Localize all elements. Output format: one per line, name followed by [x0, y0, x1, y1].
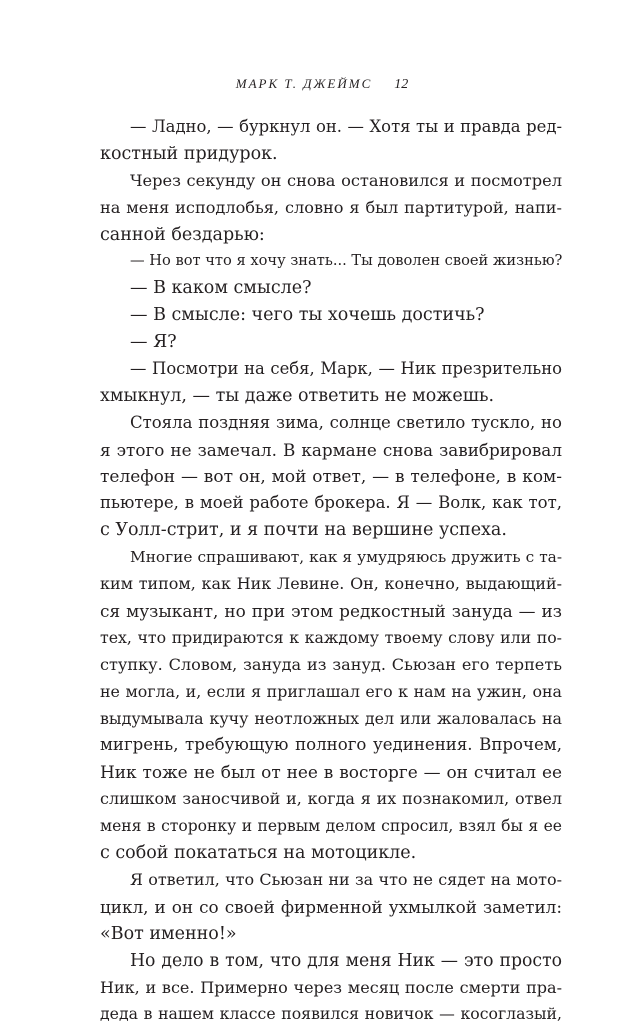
text-line: Многие спрашивают, как я умудряюсь дружить с та- — [130, 548, 562, 567]
body-text — [100, 114, 562, 1028]
text-line: Но дело в том, что для меня Ник — это просто — [130, 950, 562, 971]
page-number: 12 — [394, 77, 409, 92]
text-line: на меня исподлобья, словно я был партитурой, напи- — [100, 197, 562, 217]
text-line: тех, что придираются к каждому твоему слову или по- — [100, 627, 562, 647]
text-line: — Я? — [130, 332, 177, 353]
text-line: деда в нашем классе появился новичок — косоглазый, — [100, 1004, 562, 1024]
text-line: — Ладно, — буркнул он. — Хотя ты и правда ред- — [130, 117, 562, 136]
text-line: — Посмотри на себя, Марк, — Ник презрительно — [130, 359, 562, 379]
text-line: не могла, и, если я приглашал его к нам на ужин, она — [100, 681, 562, 701]
text-line: костный придурок. — [100, 143, 278, 164]
text-line: выдумывала кучу неотложных дел или жаловалась на — [100, 708, 562, 728]
text-line: Стояла поздняя зима, солнце светило тускло, но — [130, 412, 562, 432]
text-line: Я ответил, что Сьюзан ни за что не сядет на мото- — [130, 869, 562, 889]
text-line: ким типом, как Ник Левине. Он, конечно, выдающий- — [100, 574, 562, 594]
text-line: хмыкнул, — ты даже ответить не можешь. — [100, 385, 495, 406]
text-line: — В смысле: чего ты хочешь достичь? — [130, 305, 485, 326]
text-line: с Уолл-стрит, и я почти на вершине успеха. — [100, 520, 507, 541]
text-line: ступку. Словом, зануда из зануд. Сьюзан его терпеть — [100, 654, 562, 674]
text-line: телефон — вот он, мой ответ, — в телефоне, в ком- — [100, 466, 562, 487]
text-line: мигрень, требующую полного уединения. Впрочем, — [100, 735, 562, 755]
text-line: Ник тоже не был от нее в восторге — он считал ее — [100, 762, 562, 783]
text-line: я этого не замечал. В кармане снова завибрировал — [100, 439, 562, 460]
text-line: с собой покататься на мотоцикле. — [100, 843, 417, 864]
text-line: санной бездарью: — [100, 224, 265, 245]
text-line: «Вот именно!» — [100, 923, 237, 944]
author-name: МАРК Т. ДЖЕЙМС — [235, 76, 373, 91]
text-line: Ник, и все. Примерно через месяц после смерти пра- — [100, 977, 562, 997]
running-head — [0, 73, 644, 93]
text-line: — В каком смысле? — [130, 278, 312, 299]
text-line: пьютере, в моей работе брокера. Я — Волк, как тот, — [100, 493, 562, 513]
text-line: ся музыкант, но при этом редкостный зануда — из — [100, 601, 562, 622]
text-line: цикл, и он со своей фирменной ухмылкой заметил: — [100, 896, 562, 917]
text-line: Через секунду он снова остановился и посмотрел — [130, 170, 562, 190]
text-line: слишком заносчивой и, когда я их познакомил, отвел — [100, 789, 562, 809]
text-line: — Но вот что я хочу знать... Ты доволен своей жизнью? — [130, 252, 563, 270]
text-line: меня в сторонку и первым делом спросил, взял бы я ее — [100, 817, 562, 836]
